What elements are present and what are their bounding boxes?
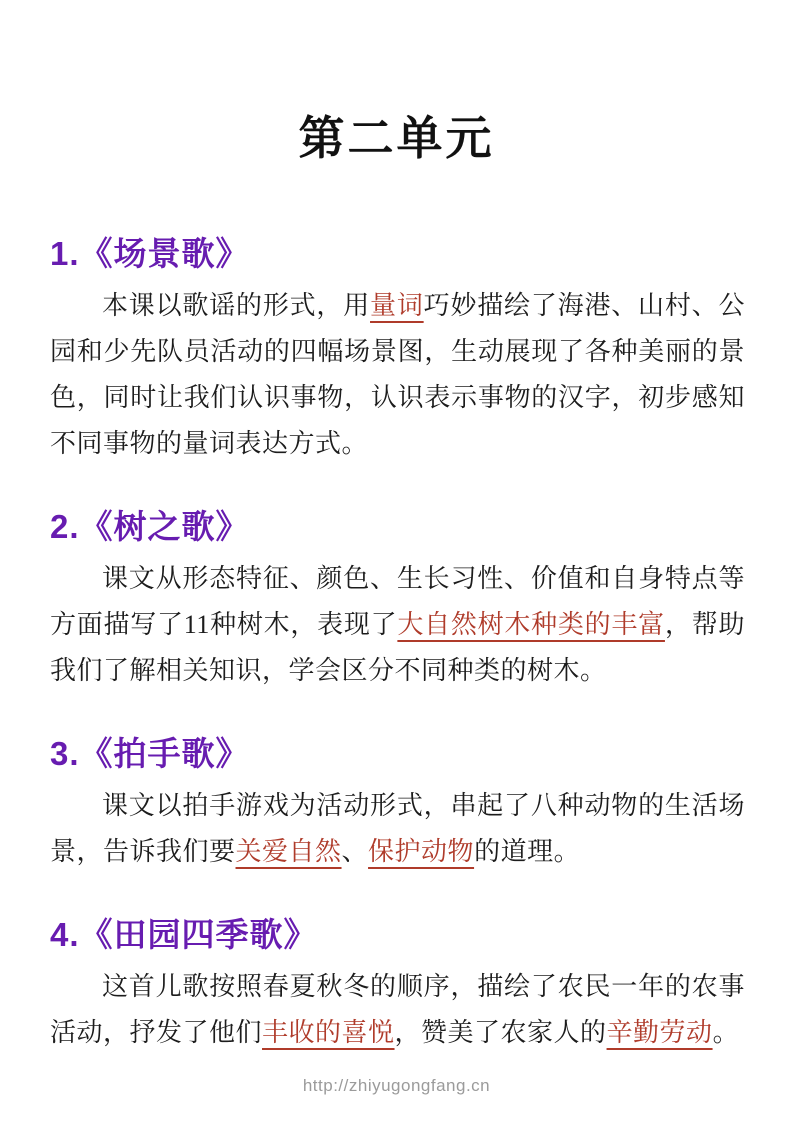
- highlighted-term: 丰收的喜悦: [262, 1018, 395, 1047]
- paragraph-text: 这首儿歌按照春夏秋冬的顺序，描绘了农民一年的农事活动，抒发了他们: [50, 972, 745, 1047]
- paragraph-text: 巧妙描绘了海港、山村、公园和少先队员活动的四幅场景图，生动展现了各种美丽的景色，同时让我们认识事物，认识表示事物的汉字，初步感知不同事物的量词表达方式。: [50, 291, 745, 458]
- highlighted-term: 量词: [370, 291, 424, 320]
- unit-section: [50, 228, 745, 467]
- section-heading: 1.《场景歌》: [50, 235, 250, 272]
- paragraph-text: 课文从形态特征、颜色、生长习性、价值和自身特点等方面描写了11种树木，表现了: [50, 564, 745, 639]
- page-title: 第二单元: [298, 112, 495, 164]
- section-paragraph: [50, 964, 745, 1056]
- paragraph-text: ，赞美了农家人的: [394, 1018, 607, 1047]
- highlighted-term: 大自然树木种类的丰富: [397, 610, 665, 639]
- highlighted-term: 辛勤劳动: [606, 1018, 713, 1047]
- paragraph-text: 、: [341, 837, 369, 866]
- paragraph-text: 的道理。: [474, 837, 581, 866]
- paragraph-text: 本课以歌谣的形式，用: [102, 291, 371, 320]
- unit-section: [50, 728, 745, 875]
- unit-section: [50, 501, 745, 694]
- section-heading: 4.《田园四季歌》: [50, 916, 318, 953]
- section-paragraph: [50, 283, 745, 467]
- section-paragraph: [50, 556, 745, 694]
- paragraph-text: ，帮助我们了解相关知识，学会区分不同种类的树木。: [50, 610, 745, 685]
- highlighted-term: 保护动物: [368, 837, 475, 866]
- highlighted-term: 关爱自然: [235, 837, 342, 866]
- section-heading: 2.《树之歌》: [50, 508, 250, 545]
- unit-section: [50, 909, 745, 1056]
- footer-url: http://zhiyugongfang.cn: [302, 1076, 491, 1095]
- paragraph-text: 。: [712, 1018, 740, 1047]
- section-heading: 3.《拍手歌》: [50, 735, 250, 772]
- paragraph-text: 课文以拍手游戏为活动形式，串起了八种动物的生活场景，告诉我们要: [50, 791, 745, 866]
- section-paragraph: [50, 783, 745, 875]
- sections: [0, 168, 793, 1056]
